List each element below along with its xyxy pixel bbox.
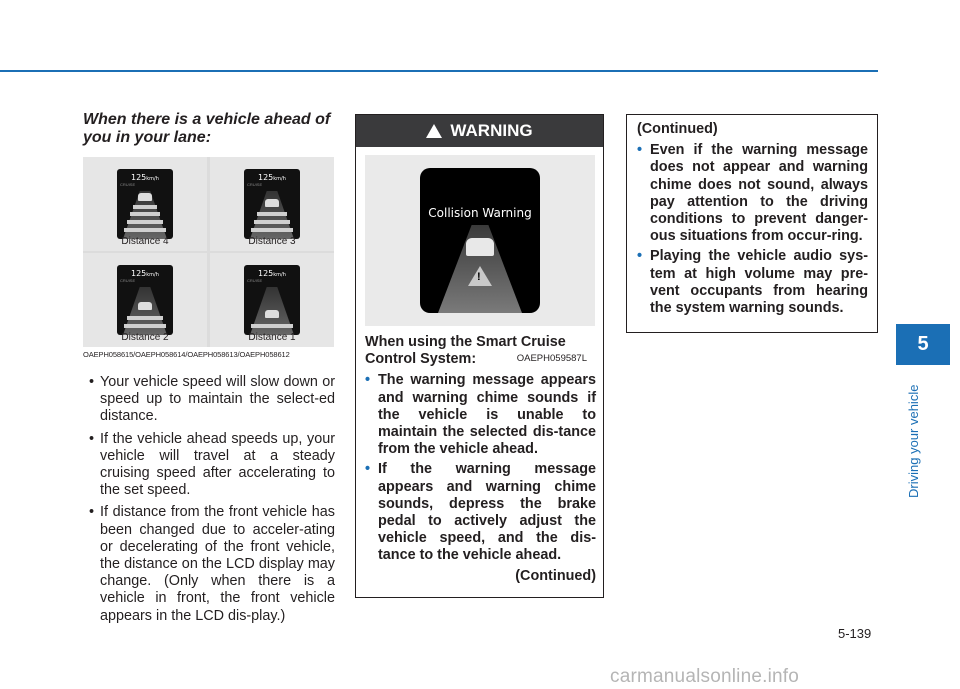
list-item: • If distance from the front vehicle has been changed due to acceler-ating or decelerating of the front vehicle, the distance on the LCD display may change. (Only when there is a vehicle in front, the front vehicle appears in the LCD dis-play.) xyxy=(89,504,335,624)
distance-bar xyxy=(257,212,287,216)
distance-bar xyxy=(124,228,166,232)
distance-bar xyxy=(133,205,157,209)
distance-cell-4 xyxy=(83,157,207,251)
warning-header xyxy=(356,115,603,147)
distance-figure xyxy=(83,157,334,347)
continued-header: (Continued) xyxy=(637,121,718,137)
list-item: • Your vehicle speed will slow down or speed up to maintain the select-ed distance. xyxy=(89,374,335,425)
list-item: • Even if the warning message does not appear and warning chime does not sound, always pay attention to the driving conditions to prevent danger-ous situations from occur-ring. xyxy=(637,142,868,245)
cluster-display xyxy=(117,169,173,239)
top-rule xyxy=(0,70,878,72)
cluster-display xyxy=(244,169,300,239)
list-item: • If the vehicle ahead speeds up, your vehicle will travel at a steady cruising speed after accelerating to the set speed. xyxy=(89,430,335,499)
warning-box xyxy=(355,114,604,598)
image-code: OAEPH059587L xyxy=(516,353,587,364)
distance-cell-1 xyxy=(210,253,334,347)
figure-code: OAEPH058615/OAEPH058614/OAEPH058613/OAEPH058612 xyxy=(83,350,290,359)
section-heading: When there is a vehicle ahead of you in your lane: xyxy=(83,111,331,146)
distance-caption: Distance 3 xyxy=(248,236,296,247)
distance-bar xyxy=(130,212,160,216)
warning-intro: When using the Smart Cruise Control System: xyxy=(365,334,566,368)
distance-caption: Distance 4 xyxy=(121,236,169,247)
warning-triangle-icon: ! xyxy=(426,124,442,138)
vehicle-ahead-icon xyxy=(138,302,152,310)
vehicle-ahead-icon xyxy=(265,199,279,207)
distance-bar xyxy=(251,228,293,232)
distance-bar xyxy=(127,220,163,224)
bullet-list xyxy=(83,374,335,630)
distance-caption: Distance 2 xyxy=(121,332,169,343)
list-item: • Playing the vehicle audio sys-tem at high volume may pre-vent occupants from hearing the system warning sounds. xyxy=(637,248,868,317)
alert-triangle-icon: ! xyxy=(468,266,492,286)
vehicle-ahead-icon xyxy=(265,310,279,318)
cluster-display xyxy=(244,265,300,335)
continued-box xyxy=(626,114,878,333)
distance-bar xyxy=(251,324,293,328)
cluster-display xyxy=(117,265,173,335)
speed-readout: 125km/h xyxy=(131,173,159,182)
distance-cell-3 xyxy=(210,157,334,251)
continued-label: (Continued) xyxy=(515,567,596,584)
speed-readout: 125km/h xyxy=(131,269,159,278)
collision-warning-label: Collision Warning xyxy=(428,206,532,220)
distance-bar xyxy=(254,220,290,224)
list-item: • If the warning message appears and warning chime sounds, depress the brake pedal to actively adjust the vehicle speed, and the dis-tance to the vehicle ahead. xyxy=(365,461,596,564)
watermark: carmanualsonline.info xyxy=(610,666,800,687)
cluster-display xyxy=(420,168,540,313)
cruise-label: CRUISE xyxy=(247,182,263,187)
cruise-label: CRUISE xyxy=(247,278,263,283)
chapter-tab: 5 xyxy=(896,324,950,365)
distance-bar xyxy=(127,316,163,320)
speed-readout: 125km/h xyxy=(258,269,286,278)
page-number: 5-139 xyxy=(838,626,872,641)
list-item: • The warning message appears and warning chime sounds if the vehicle is unable to maintain the selected dis-tance from the vehicle ahead. xyxy=(365,372,596,458)
warning-text xyxy=(365,334,596,585)
cruise-label: CRUISE xyxy=(120,278,136,283)
distance-cell-2 xyxy=(83,253,207,347)
distance-bar xyxy=(124,324,166,328)
distance-caption: Distance 1 xyxy=(248,332,296,343)
cruise-label: CRUISE xyxy=(120,182,136,187)
vehicle-ahead-icon xyxy=(138,193,152,201)
speed-readout: 125km/h xyxy=(258,173,286,182)
chapter-title: Driving your vehicle xyxy=(906,384,921,498)
warning-title: WARNING xyxy=(450,121,533,140)
vehicle-ahead-icon xyxy=(466,238,494,256)
